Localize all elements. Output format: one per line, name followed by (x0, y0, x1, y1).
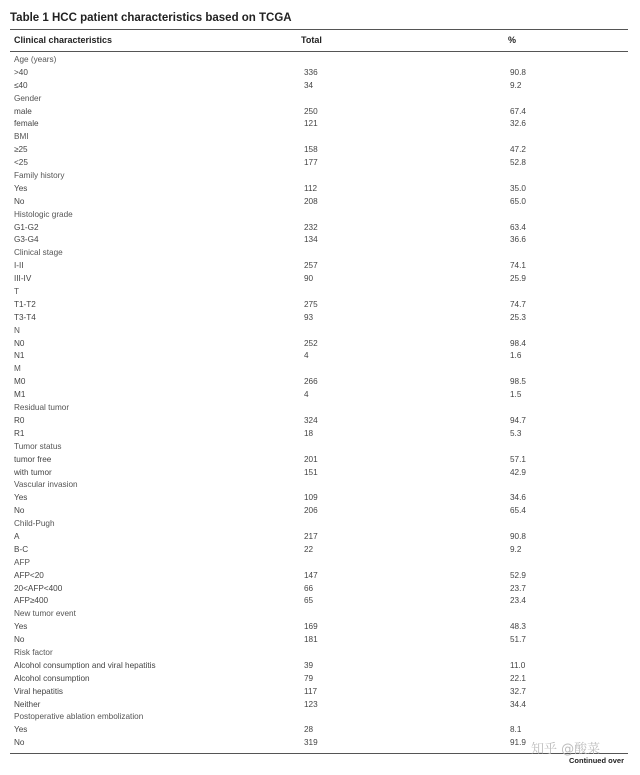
row-total: 34 (304, 80, 314, 90)
row-label: T3-T4 (14, 312, 36, 322)
row-percent: 98.4 (510, 338, 526, 348)
row-label: with tumor (14, 467, 52, 477)
row-percent: 32.6 (510, 119, 526, 129)
row-total: 66 (304, 583, 314, 593)
table-row (10, 454, 628, 467)
row-percent: 1.6 (510, 351, 522, 361)
row-percent: 74.1 (510, 261, 526, 271)
row-total: 324 (304, 415, 318, 425)
row-label: Postoperative ablation embolization (14, 712, 144, 722)
header-total: Total (301, 35, 322, 45)
table-row (10, 196, 628, 209)
row-total: 336 (304, 67, 318, 77)
table-row (10, 157, 628, 170)
row-label: N0 (14, 338, 25, 348)
table-row (10, 428, 628, 441)
row-percent: 9.2 (510, 80, 522, 90)
row-percent: 35.0 (510, 183, 526, 193)
row-label: No (14, 738, 25, 748)
row-total: 275 (304, 299, 318, 309)
row-total: 39 (304, 660, 314, 670)
row-percent: 98.5 (510, 377, 526, 387)
row-percent: 67.4 (510, 106, 526, 116)
row-label: T1-T2 (14, 299, 36, 309)
row-percent: 32.7 (510, 686, 526, 696)
row-label: Child-Pugh (14, 519, 55, 529)
row-label: Residual tumor (14, 403, 70, 413)
row-label: No (14, 506, 25, 516)
row-label: New tumor event (14, 609, 76, 619)
row-label: B-C (14, 544, 29, 554)
row-percent: 52.8 (510, 158, 526, 168)
row-label: Tumor status (14, 441, 62, 451)
table-row (10, 505, 628, 518)
row-label: M (14, 364, 21, 374)
row-total: 134 (304, 235, 318, 245)
row-percent: 90.8 (510, 67, 526, 77)
row-total: 147 (304, 570, 318, 580)
characteristics-table (10, 29, 628, 750)
row-total: 121 (304, 119, 318, 129)
row-percent: 65.4 (510, 506, 526, 516)
table-row (10, 634, 628, 647)
table-row (10, 144, 628, 157)
row-total: 250 (304, 106, 318, 116)
row-total: 201 (304, 454, 318, 464)
row-percent: 91.9 (510, 738, 526, 748)
table-group-row (10, 711, 628, 724)
row-label: Viral hepatitis (14, 686, 64, 696)
row-percent: 22.1 (510, 673, 526, 683)
row-label: Risk factor (14, 647, 53, 657)
row-label: A (14, 531, 20, 541)
table-group-row (10, 209, 628, 222)
table-row (10, 273, 628, 286)
continued-over-note: Continued over (568, 756, 624, 765)
row-label: Family history (14, 171, 65, 181)
row-percent: 94.7 (510, 415, 526, 425)
table-row (10, 660, 628, 673)
table-group-row (10, 608, 628, 621)
row-total: 232 (304, 222, 318, 232)
row-total: 206 (304, 506, 318, 516)
row-total: 4 (304, 351, 309, 361)
row-percent: 9.2 (510, 544, 522, 554)
table-row (10, 118, 628, 131)
row-label: No (14, 196, 25, 206)
row-percent: 1.5 (510, 390, 522, 400)
row-percent: 51.7 (510, 635, 526, 645)
table-row (10, 724, 628, 737)
row-total: 177 (304, 158, 318, 168)
row-percent: 11.0 (510, 660, 526, 670)
table-row (10, 686, 628, 699)
table-row (10, 350, 628, 363)
table-row (10, 222, 628, 235)
row-label: Gender (14, 93, 42, 103)
row-label: Neither (14, 699, 41, 709)
row-label: R0 (14, 415, 25, 425)
header-percent: % (508, 35, 517, 45)
row-total: 257 (304, 261, 318, 271)
table-group-row (10, 131, 628, 144)
table-row (10, 583, 628, 596)
row-label: female (14, 119, 39, 129)
row-percent: 36.6 (510, 235, 526, 245)
row-label: Yes (14, 183, 28, 193)
table-row (10, 621, 628, 634)
row-total: 28 (304, 725, 314, 735)
row-percent: 74.7 (510, 299, 526, 309)
row-total: 93 (304, 312, 314, 322)
row-label: AFP (14, 557, 30, 567)
table-row (10, 492, 628, 505)
row-percent: 42.9 (510, 467, 526, 477)
row-percent: 48.3 (510, 622, 526, 632)
row-percent: 63.4 (510, 222, 526, 232)
table-group-row (10, 557, 628, 570)
table-group-row (10, 325, 628, 338)
row-percent: 8.1 (510, 725, 522, 735)
watermark: 知乎 @酸菜 (531, 742, 601, 757)
row-total: 112 (304, 183, 318, 193)
row-label: Yes (14, 622, 28, 632)
table-group-row (10, 54, 628, 67)
row-percent: 23.7 (510, 583, 526, 593)
row-label: G3-G4 (14, 235, 39, 245)
row-total: 117 (304, 686, 318, 696)
row-label: Clinical stage (14, 248, 63, 258)
row-total: 90 (304, 274, 314, 284)
row-percent: 25.9 (510, 274, 526, 284)
row-percent: 90.8 (510, 531, 526, 541)
table-group-row (10, 363, 628, 376)
row-label: No (14, 635, 25, 645)
table-row (10, 260, 628, 273)
row-label: I-II (14, 261, 24, 271)
row-label: AFP≥400 (14, 596, 49, 606)
table-row (10, 389, 628, 402)
table-row (10, 338, 628, 351)
row-label: Yes (14, 725, 28, 735)
row-label: ≤40 (14, 80, 28, 90)
row-label: Vascular invasion (14, 480, 78, 490)
row-label: BMI (14, 132, 29, 142)
table-group-row (10, 479, 628, 492)
row-total: 319 (304, 738, 318, 748)
row-percent: 47.2 (510, 145, 526, 155)
row-percent: 23.4 (510, 596, 526, 606)
table-row (10, 312, 628, 325)
table-row (10, 544, 628, 557)
row-label: <25 (14, 158, 28, 168)
row-total: 208 (304, 196, 318, 206)
row-label: male (14, 106, 32, 116)
row-label: 20<AFP<400 (14, 583, 63, 593)
row-percent: 57.1 (510, 454, 526, 464)
table-group-row (10, 286, 628, 299)
row-percent: 34.6 (510, 493, 526, 503)
table-row (10, 595, 628, 608)
row-percent: 25.3 (510, 312, 526, 322)
table-row (10, 183, 628, 196)
row-percent: 52.9 (510, 570, 526, 580)
row-label: Age (years) (14, 55, 57, 64)
table-row (10, 80, 628, 93)
table-group-row (10, 647, 628, 660)
row-total: 252 (304, 338, 318, 348)
table-group-row (10, 441, 628, 454)
table-header (10, 29, 628, 52)
table-row (10, 415, 628, 428)
table-title: Table 1 HCC patient characteristics based on TCGA (10, 12, 292, 24)
row-total: 18 (304, 428, 314, 438)
row-total: 22 (304, 544, 314, 554)
table-row (10, 531, 628, 544)
table-group-row (10, 518, 628, 531)
row-label: Alcohol consumption (14, 673, 90, 683)
table-row (10, 467, 628, 480)
row-total: 266 (304, 377, 318, 387)
row-total: 151 (304, 467, 318, 477)
row-label: Histologic grade (14, 209, 73, 219)
row-percent: 34.4 (510, 699, 526, 709)
table-row (10, 299, 628, 312)
row-total: 181 (304, 635, 318, 645)
row-label: III-IV (14, 274, 32, 284)
table-row (10, 673, 628, 686)
row-label: AFP<20 (14, 570, 44, 580)
row-total: 4 (304, 390, 309, 400)
table-body (10, 52, 628, 750)
row-total: 217 (304, 531, 318, 541)
table-row (10, 234, 628, 247)
row-label: G1-G2 (14, 222, 39, 232)
row-label: tumor free (14, 454, 52, 464)
row-label: >40 (14, 67, 28, 77)
row-total: 65 (304, 596, 314, 606)
row-label: ≥25 (14, 145, 28, 155)
row-total: 169 (304, 622, 318, 632)
table-group-row (10, 93, 628, 106)
row-total: 79 (304, 673, 314, 683)
table-group-row (10, 170, 628, 183)
row-label: M0 (14, 377, 26, 387)
row-label: Alcohol consumption and viral hepatitis (14, 660, 156, 670)
row-percent: 5.3 (510, 428, 522, 438)
row-total: 158 (304, 145, 318, 155)
table-row (10, 376, 628, 389)
row-label: Yes (14, 493, 28, 503)
table-row (10, 67, 628, 80)
row-total: 109 (304, 493, 318, 503)
row-label: N1 (14, 351, 25, 361)
row-label: N (14, 325, 20, 335)
row-percent: 65.0 (510, 196, 526, 206)
table-group-row (10, 402, 628, 415)
header-clinical-characteristics: Clinical characteristics (14, 35, 113, 45)
row-total: 123 (304, 699, 318, 709)
row-label: M1 (14, 390, 26, 400)
row-label: T (14, 287, 20, 297)
row-label: R1 (14, 428, 25, 438)
table-row (10, 106, 628, 119)
table-group-row (10, 247, 628, 260)
table-row (10, 699, 628, 712)
table-row (10, 570, 628, 583)
